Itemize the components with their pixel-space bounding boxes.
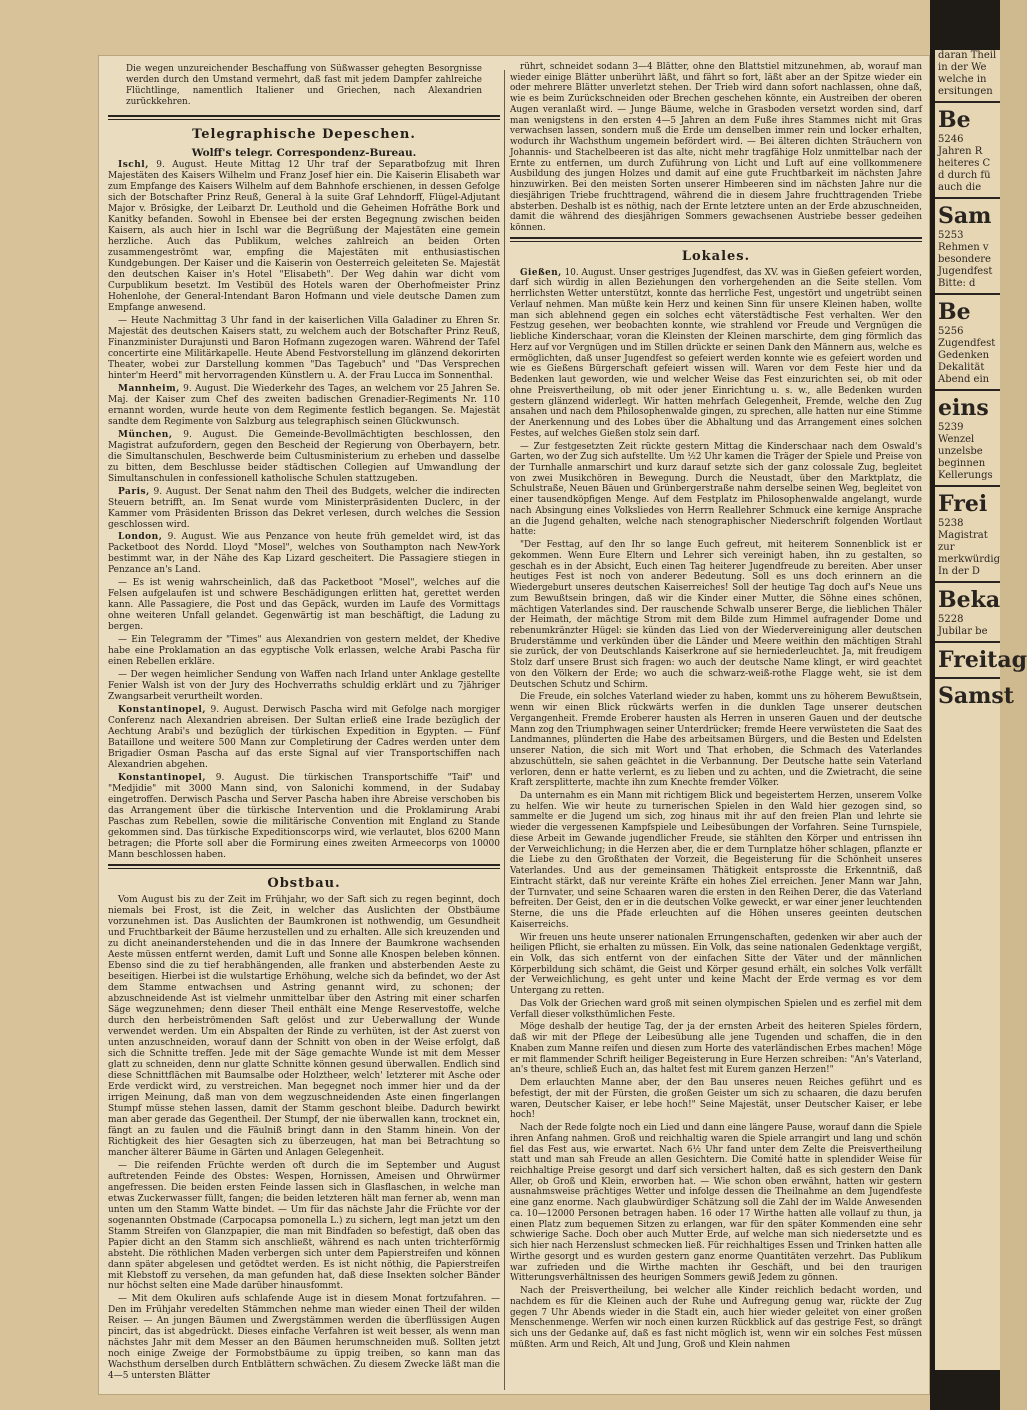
strip-fragment: in der We [938, 62, 987, 73]
dateline-place: Konstantinopel, [118, 773, 206, 784]
lokales-paragraph [510, 540, 922, 690]
telegraph-item [108, 670, 500, 703]
strip-heading: Freitag [938, 647, 1027, 673]
strip-heading: Samst [938, 683, 1014, 709]
section-rule [108, 115, 500, 120]
strip-fragment: Gedenken [938, 350, 990, 361]
strip-fragment: Wenzel [938, 434, 975, 445]
telegraph-text: Die türkischen Transportschiffe "Taif" und "Medjidie" mit 3000 Mann sind, von Salonichi kommend, in der Sudabay eingetroffen. Derwisch Pascha und Server Pascha haben ihre Abreise verschoben bis das Arrangement über die türkische Intervention und die Proklamirung Arabi Paschas zum Rebellen, sowie die militärische Convention mit England zu Stande gekommen sind. Das türkische Expeditionscorps wird, wie verlautet, blos 6200 Mann betragen; die Pforte soll aber die Formirung eines zweiten Armeecorps von 10000 Mann beschlossen haben. [108, 773, 500, 861]
strip-fragment: Jugendfest [938, 266, 993, 277]
telegraph-items [108, 160, 500, 861]
dateline-date: 9. August. [153, 486, 201, 497]
strip-fragment: auch die [938, 182, 982, 193]
strip-fragment: Magistrat [938, 530, 988, 541]
lokales-text: — Zur festgesetzten Zeit rückte gestern Mittag die Kinderschaar nach dem Oswald's Garten, wo der Zug sich aufstellte. Um ½2 Uhr kamen die Träger der Spiele und Preise von der Turnhalle anmarschirt und kurz darauf setzte sich der ganz colossale Zug, begleitet von zwei Musikchören in Bewegung. Durch die Neustadt, über den Marktplatz, die Schulstraße, Neuen Bäuen und Grünbergerstraße nahm derselbe seinen Weg, begleitet von einer tausendköpfigen Menge. Auf dem Festplatz im Philosophenwalde angelangt, wurde nach Absingung eines Volksliedes von Herrn Reallehrer Schmuck eine kernige Ansprache an die Jugend gehalten, welche nach stenographischer Niederschrift folgenden Wortlaut hatte: [510, 441, 922, 538]
obstbau-paragraph: Vom August bis zu der Zeit im Frühjahr, wo der Saft sich zu regen beginnt, doch niemals bei Frost, ist die Zeit, in welcher das Auslichten der Obstbäume vorzunehmen ist. Das Auslichten der Baumkronen ist nothwendig, um Gesundheit und Fruchtbarkeit der Bäume herzustellen und zu erhalten. Alle sich kreuzenden und zu dicht aneinanderstehenden und die in das Innere der Baumkrone wachsenden Aeste müssen entfernt werden, damit Luft und Sonne alle Knospen beleben können. Ebenso sind die zu tief herabhängenden, alle franken und absterbenden Aeste zu beseitigen. Hierbei ist die wulstartige Erhöhung, welche sich da befindet, wo der Ast dem Stamme entwachsen und Astring genannt wird, zu schonen; der abzuschneidende Ast ist vielmehr unmittelbar über den Astring mit einer scharfen Säge wegzunehmen; denn dieser Theil enthält eine Menge Reservestoffe, welche durch den herbeiströmenden Saft gelöst und zur Ueberwallung der Wunde verwendet werden. Um ein Abspalten der Rinde zu verhüten, ist der Ast zuerst von unten anzuschneiden, worauf dann der Schnitt von oben in der Weise erfolgt, daß sich die Schnitte treffen. Jede mit der Säge gemachte Wunde ist mit dem Messer glatt zu schneiden, denn nur glatte Schnitte können gesund überwallen. Endlich sind diese Schnittflächen mit Baumsalbe oder Holztheer, welch' letzterer mit Asche oder Erde verdickt wird, zu verstreichen. Man begegnet noch immer hier und da der irrigen Meinung, daß man von dem wegzuschneidenden Aste einen fingerlangen Stumpf müsse stehen lassen, damit der Stamm geschont bleibe. Dadurch bewirkt man aber gerade das Gegentheil. Der Stumpf, der nie überwallen kann, trocknet ein, fängt an zu faulen und die Fäulniß bringt dann in den Stamm hinein. Von der Richtigkeit des hier Gesagten sich zu überzeugen, hat man bei Betrachtung so mancher älterer Bäume in Gärten und Anlagen Gelegenheit. [108, 895, 500, 1158]
telegraph-text: Derwisch Pascha wird mit Gefolge nach morgiger Conferenz nach Alexandrien abreisen. Der Sultan erließ eine Irade bezüglich der Aechtung Arabi's und bezüglich der türkischen Expedition in Egypten. — Fünf Bataillone und weitere 500 Mann zur Completirung der Cadres werden unter dem Brigadier Osman Pascha auf das erste Signal auf vier Transportschiffen nach Alexandrien abgehen. [108, 705, 500, 771]
strip-fragment: merkwürdig [938, 554, 1001, 565]
lokales-paragraph [510, 268, 922, 440]
lokales-text: Unser gestriges Jugendfest, das XV. was in Gießen gefeiert worden, darf sich würdig in allen Beziehungen den vorhergehenden an die Seite stellen. Vom herrlichsten Wetter unterstützt, konnte das herrliche Fest, ungestört und ungetrübt seinen Verlauf nehmen. Man müßte kein Herz und keinen Sinn für unsere Kleinen haben, wollte man sich ablehnend gegen ein solches echt väterstädtische Fest verhalten. Wer den Festzug gesehen, wer beobachten konnte, wie strahlend vor Freude und Vergnügen die liebliche Kinderschaar, voran die Kleinsten der Kleinen marschirte, dem ging förmlich das Herz auf vor Vergnügen und im Stillen drückte er seinen Dank den Männern aus, welche es ermöglichten, daß unser Jugendfest so gefeiert werden konnte wie es gefeiert worden und wie es Gießens Bürgerschaft gefeiert wissen will. Waren vor dem Feste hier und da Bedenken laut geworden, wie und welcher Weise das Fest einzurichten sei, ob mit oder ohne Preisvertheilung, ob mit oder jener Einrichtung u. s. w., alle Bedenken wurden gestern glänzend widerlegt. Wir hatten mehrfach Gelegenheit, Fremde, welche den Zug ansahen und nach dem Philosophenwalde gingen, zu sprechen, alle hatten nur eine Stimme der Anerkennung und des Lobes über die Abhaltung und das Arrangement eines solchen Festes, auf welches Gießen stolz sein darf. [510, 267, 923, 439]
adjacent-page-strip [935, 50, 1027, 1370]
telegraph-text: Die Wiederkehr des Tages, an welchem vor 25 Jahren Se. Maj. der Kaiser zum Chef des zweiten badischen Grenadier-Regiments Nr. 110 ernannt worden, wurde heute von dem Regimente festlich begangen. Se. Majestät sandte dem Regimente von Salzburg aus telegraphisch seinen Glückwunsch. [108, 383, 500, 427]
strip-rule [935, 101, 1000, 103]
strip-fragment: Bitte: d [938, 278, 976, 289]
dateline-date: 9. August. [215, 773, 270, 784]
dateline-date: 9. August. [183, 383, 230, 394]
telegraph-item [108, 635, 500, 668]
lokales-paragraph [510, 692, 922, 789]
strip-rule [935, 197, 1000, 199]
strip-fragment: Dekalität [938, 362, 985, 373]
strip-number: 5238 [938, 518, 964, 529]
dateline-place: Gießen, [520, 267, 562, 278]
lokales-paragraph [510, 1078, 922, 1121]
lokales-text: "Der Festtag, auf den Ihr so lange Euch gefreut, mit heiterem Sonnenblick ist er gekommen. Wenn Eure Eltern und Lehrer sich vereinigt haben, ihn zu gestalten, so geschah es in der Absicht, Euch einen Tag heiterer Jugendfreude zu bereiten. Aber unser heutiges Fest ist noch von anderer Bedeutung. Soll es uns doch erinnern an die Wiedergeburt unseres deutschen Kaiserreiches! Soll der heutige Tag doch auf's Neue uns zum Bewußtsein bringen, daß wir die Kinder einer Mutter, die Söhne eines schönen, mächtigen Vaterlandes sind. Der rauschende Schwalb unserer Berge, die lieblichen Thäler der Heimath, der mächtige Strom mit dem Bilde zum Himmel aufragender Dome und rebenumkränzter Hügel: sie künden das Lied von der Wiedervereinigung aller deutschen Bruderstämme und verkünden über die Länder und Meere weithin den mächtigen Strahl sie zurück, der von Deutschlands Kaiserkrone auf sie herniederleuchtet. Ja, mit freudigem Stolz darf unsere Brust sich fragen: wo auch der deutsche Name klingt, er wird geachtet von den Völkern der Erde; wo auch die schwarz-weiß-rothe Flagge weht, sie ist dem Deutschen Schutz und Schirm. [510, 540, 922, 690]
obstbau-paragraph: — Mit dem Okuliren aufs schlafende Auge ist in diesem Monat fortzufahren. — Den im Frühjahr veredelten Stämmchen nehme man wieder einen Theil der wilden Reiser. — An jungen Bäumen und Zwergstämmen werden die überflüssigen Augen pincirt, das ist abgedrückt. Dieses einfache Verfahren ist weit besser, als wenn man nächstes Jahr mit dem Messer an den Bäumen herumschneiden muß. Sollten jetzt noch einige Zweige der Formobstbäume zu üppig treiben, so kann man das Wachsthum derselben durch Entblättern schwächen. Zu diesem Zwecke läßt man die 4—5 untersten Blätter [108, 1294, 500, 1382]
section-rule [510, 237, 922, 242]
telegraph-item [108, 430, 500, 485]
lokales-paragraph [510, 791, 922, 931]
lokales-text: Nach der Rede folgte noch ein Lied und dann eine längere Pause, worauf dann die Spiele ihren Anfang nahmen. Groß und reichhaltig waren die Spiele arrangirt und lang und schön fiel das Fest aus, wie erwartet. Nach 6½ Uhr fand unter dem Zelte die Preisvertheilung statt und man sah Freude an allen Gesichtern. Die Comité hatte in splendider Weise für reichhaltige Preise gesorgt und darf sich versichert halten, daß es sich gestern den Dank Aller, ob Groß und Klein, erworben hat. — Wie schon oben erwähnt, hatten wir gestern ausnahmsweise prächtiges Wetter und infolge dessen die Theilnahme an dem Jugendfeste eine ganz enorme. Nach glaubwürdiger Schätzung soll die Zahl der im Walde Anwesenden ca. 10—12000 Personen betragen haben. 16 oder 17 Wirthe hatten alle vollauf zu thun, ja einen Platz zum bequemen Sitzen zu erlangen, war für den später Kommenden eine sehr schwierige Sache. Doch ober auch Mutter Erde, auf welche man sich niedersetzte und es sich hier nach Herzenslust schmecken ließ. Für reichhaltiges Essen und Trinken hatten alle Wirthe gesorgt und es wurden gestern ganz enorme Quantitäten verzehrt. Das Publikum war zufrieden und die Wirthe machten ihr Geschäft, und bei den traurigen Witterungsverhältnissen des heurigen Sommers gewiß Jedem zu gönnen. [510, 1123, 922, 1284]
strip-rule [935, 389, 1000, 391]
dateline-place: Konstantinopel, [118, 705, 206, 716]
strip-lines [935, 50, 1027, 710]
telegraph-bureau: Wolff's telegr. Correspondenz-Bureau. [191, 147, 417, 159]
strip-rule [935, 581, 1000, 583]
strip-fragment: heiteres C [938, 158, 991, 169]
lokales-text: Das Volk der Griechen ward groß mit seinen olympischen Spielen und es zerfiel mit dem Verfall dieser volksthümlichen Feste. [510, 998, 922, 1020]
telegraph-text: Die Gemeinde-Bevollmächtigten beschlossen, den Magistrat aufzufordern, gegen den Bescheid der Regierung von Oberbayern, betr. die Simultanschulen, Beschwerde beim Cultusministerium zu erheben und dasselbe zu bitten, dem Beschlusse beider städtischen Collegien auf Umwandlung der Simultanschulen in confessionell katholische Schulen stattzugeben. [108, 429, 500, 484]
strip-fragment: beginnen [938, 458, 986, 469]
lokales-text: Die Freude, ein solches Vaterland wieder zu haben, kommt uns zu höherem Bewußtsein, wenn wir einen Blick rückwärts werfen in die dunklen Tage unserer deutschen Vergangenheit. Fremde Eroberer hausten als Herren in unseren Gauen und der deutsche Mann zog den Triumphwagen seiner Unterdrücker; fremde Heere verwüsteten die Saat des Landmannes, plünderten die Habe des arbeitsamen Bürgers, und die Besten und Edelsten unserer Nation, die sich mit Wort und That erhoben, die Schmach des Vaterlandes abzuschütteln, sie sahen geächtet in die Verbannung. Der Deutsche hatte sein Vaterland verloren, denn er hatte verlernt, es zu lieben und zu achten, und die Zwietracht, die seine Kraft zersplitterte, machte ihn zum Knechte fremder Völker. [510, 692, 922, 789]
telegraph-item [108, 532, 500, 576]
telegraph-item [108, 160, 500, 314]
telegraph-text: — Ein Telegramm der "Times" aus Alexandrien von gestern meldet, der Khedive habe eine Proklamation an das egyptische Volk erlassen, welche Arabi Pascha für einen Rebellen erkläre. [108, 635, 500, 668]
telegraph-text: Heute Mittag 12 Uhr traf der Separatbofzug mit Ihren Majestäten des Kaisers Wilhelm und Franz Josef hier ein. Die Kaiserin Elisabeth war zum Empfange des Kaisers Wilhelm auf dem Bahnhofe erschienen, in dessen Gefolge sich der Botschafter Prinz Reuß, General à la suite Graf Lehndorff, Flügel-Adjutant Major v. Brösigke, der Leibarzt Dr. Leuthold und die Geheimen Hofräthe Bork und Kanitky befanden. Sowohl in Ebensee bei der ersten Begegnung zwischen beiden Kaisern, als auch hier in Ischl war die Begrüßung der Majestäten eine gemein herzliche. Auch das Publikum, welches zahlreich an beiden Orten zusammengeströmt war, empfing die Majestäten mit enthusiastischen Kundgebungen. Der Kaiser und die Kaiserin von Oesterreich geleiteten Se. Majestät den deutschen Kaiser in's Hotel "Elisabeth". Der Weg dahin war dicht vom Curpublikum besetzt. Im Vestibül des Hotels waren der Oberhofmeister Prinz Hohenlohe, der General-Intendant Baron Hofmann und viele deutsche Damen zum Empfange anwesend. [108, 160, 500, 313]
telegraph-text: — Heute Nachmittag 3 Uhr fand in der kaiserlichen Villa Galadiner zu Ehren Sr. Majestät des deutschen Kaisers statt, zu welchem auch der Botschafter Prinz Reuß, Finanzminister Durajunsti und Baron Hofmann zugezogen waren. Während der Tafel concertirte eine Militärkapelle. Heute Abend Festvorstellung im glänzend dekorirten Theater, wobei zur Darstellung kommen "Das Tagebuch" und "Das Versprechen hinter'm Heerd" mit hervorragenden Künstlern u. A. der Frau Lucca im Sonnenthal. [108, 315, 500, 381]
strip-fragment: welche in [938, 74, 987, 85]
strip-number: 5228 [938, 614, 964, 625]
dateline-place: Mannheim, [118, 383, 180, 394]
lokales-paragraph [510, 933, 922, 997]
strip-number: 5246 [938, 134, 964, 145]
dateline-date: 10. August. [564, 267, 616, 278]
strip-fragment: In der D [938, 566, 980, 577]
dateline-date: 9. August. [183, 429, 238, 440]
left-column [108, 62, 500, 1384]
strip-heading: Beka [938, 587, 1001, 613]
strip-fragment: Rehmen v [938, 242, 989, 253]
strip-fragment: Kellerungs [938, 470, 993, 481]
obstbau-body [108, 895, 500, 1382]
telegraph-heading: Telegraphische Depeschen. [192, 127, 416, 142]
intro-paragraph: Die wegen unzureichender Beschaffung von Süßwasser gehegten Besorgnisse werden durch den Umstand vermehrt, daß fast mit jedem Dampfer zahlreiche Flüchtlinge, namentlich Italiener und Griechen, nach Alexandrien zurückkehren. [126, 64, 482, 107]
dateline-date: 9. August. [210, 705, 259, 716]
telegraph-text: — Der wegen heimlicher Sendung von Waffen nach Irland unter Anklage gestellte Fenier Walsh ist von der Jury des Hochverraths schuldig erklärt und zu 7jähriger Zwangsarbeit verurtheilt worden. [108, 670, 500, 703]
telegraph-item [108, 384, 500, 428]
strip-fragment: zur [938, 542, 955, 553]
lokales-text: Nach der Preisvertheilung, bei welcher alle Kinder reichlich bedacht worden, und nachdem es für die Kleinen auch der Ruhe und Aufregung genug war, rückte der Zug gegen 7 Uhr Abends wieder in die Stadt ein, auch hier wieder geleitet von einer großen Menschenmenge. Werfen wir noch einen kurzen Rückblick auf das gestrige Fest, so drängt sich uns der Gedanke auf, daß es fast nicht möglich ist, wenn wir ein solches Fest müssen müßten. Arm und Reich, Alt und Jung, Groß und Klein nahmen [510, 1286, 922, 1350]
strip-fragment: d durch fü [938, 170, 991, 181]
obstbau-heading: Obstbau. [267, 876, 341, 892]
dateline-place: Paris, [118, 486, 150, 497]
strip-fragment: Abend ein [938, 374, 990, 385]
dateline-date: 9. August. [167, 532, 217, 543]
lokales-heading: Lokales. [681, 248, 751, 264]
dateline-place: Ischl, [118, 160, 149, 170]
column-divider [504, 70, 505, 1390]
obstbau-continuation: rührt, schneidet sodann 3—4 Blätter, ohne den Blattstiel mitzunehmen, ab, worauf man wieder einige Blätter unberührt läßt, und fährt so fort, läßt aber an der Spitze wieder ein oder mehrere Blätter unverletzt stehen. Der Trieb wird dann sofort nachlassen, ohne daß, wie es beim Zurückschneiden oder Brechen geschehen könnte, ein Austreiben der oberen Augen veranlaßt wird. — Junge Bäume, welche in Grasboden versetzt worden sind, darf man wenigstens in den ersten 4—5 Jahren an dem Fuße ihres Stammes nicht mit Gras verwachsen lassen, sondern muß die Erde um denselben immer rein und locker erhalten, wodurch ihr Wachsthum ungemein befördert wird. — Bei älteren dichten Sträuchern von Johannis- und Stachelbeeren ist das alte, nicht mehr tragfähige Holz unmittelbar nach der Ernte zu entfernen, um durch Zuführung von Licht und Luft auf eine vollkommenere Ausbildung des jungen Holzes und damit auf eine gute Fruchtbarkeit im nächsten Jahre hinzuwirken. Bei den meisten Sorten unserer Himbeeren sind im nächsten Jahre nur die diesjährigen Triebe fruchttragend, während die in diesem Jahre fruchttragenden Triebe absterben. Deshalb ist es nöthig, nach der Ernte letztere unten an der Erde abzuschneiden, damit die während des diesjährigen Sommers gewachsenen Austriebe besser gedeihen können. [510, 62, 922, 234]
right-column [510, 62, 922, 1352]
strip-fragment: daran Theil [938, 50, 997, 61]
telegraph-item [108, 705, 500, 771]
lokales-body [510, 268, 922, 1351]
telegraph-item [108, 487, 500, 531]
telegraph-text: — Es ist wenig wahrscheinlich, daß das Packetboot "Mosel", welches auf die Felsen aufgelaufen ist und schwere Beschädigungen erlitten hat, gerettet werden kann. Alle Passagiere, die Post und das Gepäck, wurden im Laufe des Vormittags ohne weiteren Unfall gelandet. Gegenwärtig ist man beschäftigt, die Ladung zu bergen. [108, 578, 500, 633]
dateline-date: 9. August. [156, 160, 208, 170]
strip-fragment: unzelsbe [938, 446, 983, 457]
lokales-paragraph [510, 999, 922, 1020]
strip-fragment: Jahren R [938, 146, 983, 157]
telegraph-item [108, 578, 500, 633]
lokales-paragraph [510, 1022, 922, 1076]
strip-heading: Frei [938, 491, 988, 517]
section-rule [108, 864, 500, 869]
strip-number: 5239 [938, 422, 964, 433]
lokales-paragraph [510, 442, 922, 539]
strip-rule [935, 641, 1000, 643]
obstbau-paragraph: — Die reifenden Früchte werden oft durch die im September und August auftretenden Feinde des Obstes: Wespen, Hornissen, Ameisen und Ohrwürmer angefressen. Die beiden ersten Feinde lassen sich in Glasflaschen, in welche man etwas Zuckerwasser füllt, fangen; die beiden letzteren hält man ferner ab, wenn man unten um den Stamm Watte bindet. — Um für das nächste Jahr die Früchte vor der sogenannten Obstmade (Carpocapsa pomonella L.) zu sichern, legt man jetzt um den Stamm Streifen von Glanzpapier, die man mit Bindfaden so befestigt, daß oben das Papier dicht an den Stamm sich anschließt, während es nach unten trichterförmig absteht. Die röthlichen Maden verbergen sich unter dem Papierstreifen und können dann später abgelesen und getödtet werden. Es ist nicht nöthig, die Papierstreifen mit Klebstoff zu versehen, da man gefunden hat, daß diese Insekten solcher Bänder nur höchst selten eine Made darüber hinausfommt. [108, 1160, 500, 1292]
strip-rule [935, 677, 1000, 679]
strip-heading: eins [938, 395, 989, 421]
strip-fragment: Zugendfest [938, 338, 996, 349]
lokales-paragraph [510, 1286, 922, 1350]
strip-rule [935, 293, 1000, 295]
strip-heading: Be [938, 107, 971, 133]
strip-fragment: Jubilar be [938, 626, 988, 637]
strip-rule [935, 485, 1000, 487]
strip-heading: Be [938, 299, 971, 325]
strip-number: 5256 [938, 326, 964, 337]
lokales-text: Wir freuen uns heute unserer nationalen Errungenschaften, gedenken wir aber auch der heiligen Pflicht, sie erhalten zu müssen. Ein Volk, das seine nationalen Gedenktage vergißt, ein Volk, das sich entfernt von der einfachen Sitte der Väter und der männlichen Körperbildung sich schämt, die Geist und Körper gesund erhält, ein solches Volk verfällt der Verweichlichung, es geht unter und keine Macht der Erde vermag es vor dem Untergang zu retten. [510, 932, 922, 997]
telegraph-item [108, 773, 500, 861]
telegraph-text: Wie aus Penzance von heute früh gemeldet wird, ist das Packetboot des Nordd. Lloyd "Mosel", welches von Southampton nach New-York bestimmt war, in der Nähe des Kap Lizard gescheitert. Die Passagiere stiegen in Penzance an's Land. [108, 532, 500, 576]
strip-heading: Sam [938, 203, 992, 229]
telegraph-text: Der Senat nahm den Theil des Budgets, welcher die indirecten Steuern betrifft, an. Im Senat wurde vom Ministerpräsidenten Duclerc, in der Kammer vom Präsidenten Brisson das Dekret verlesen, durch welches die Session geschlossen wird. [108, 486, 500, 530]
lokales-paragraph [510, 1123, 922, 1284]
telegraph-item [108, 316, 500, 382]
strip-number: 5253 [938, 230, 964, 241]
dateline-place: London, [118, 532, 163, 543]
lokales-text: Möge deshalb der heutige Tag, der ja der ernsten Arbeit des heiteren Spieles fördern, daß wir mit der Pflege der Leibesübung alle jene Tugenden und schaffen, die in den Knaben zum Manne reifen und diesen zum Horte des vaterländischen Erbes machen! Möge er mit flammender Schrift heiliger Begeisterung in Eure Herzen schreiben: "An's Vaterland, an's theure, schließ Euch an, das haltet fest mit Eurem ganzen Herzen!" [510, 1022, 922, 1076]
strip-fragment: ersitungen [938, 86, 993, 97]
strip-fragment: besondere [938, 254, 991, 265]
lokales-text: Dem erlauchten Manne aber, der den Bau unseres neuen Reiches geführt und es befestigt, der mit der Fürsten, die großen Geister um sich zu schaaren, die dazu berufen waren, Deutscher Kaiser, er lebe hoch!" Seine Majestät, unser Deutscher Kaiser, er lebe hoch! [510, 1078, 922, 1121]
lokales-text: Da unternahm es ein Mann mit richtigem Blick und begeistertem Herzen, unserem Volke zu helfen. Wie wir heute zu turnerischen Spielen in den Wald hier gezogen sind, so sammelte er die Jugend um sich, zog hinaus mit ihr auf den freien Plan und lehrte sie wieder die vergessenen Kampfspiele und Leibesübungen der Vorfahren. Seine Turnspiele, diese Arbeit im Gewande jugendlicher Freude, sie stählten den Körper und entrissen ihn der Verweichlichung; in die Herzen aber, die er dem Turnplatze höher schlagen, pflanzte er die Liebe zu den Großthaten der Vorzeit, die Begeisterung für die Schönheit unseres Vaterlandes. Und aus der gemeinsamen Thätigkeit entsprosste die Erkenntniß, daß Eintracht stärkt, daß nur vereinte Kräfte ein hohes Ziel erreichen. Jener Mann war Jahn, der Turnvater, und seine Schaaren waren die ersten in den Reihen Derer, die das Vaterland befreiten. Der Geist, den er in die deutschen Volke geweckt, er war einer jener leuchtenden Sterne, die uns die Pfade erleuchten auf die Höhen unseres geeinten deutschen Kaiserreichs. [510, 791, 922, 930]
dateline-place: München, [118, 429, 173, 440]
